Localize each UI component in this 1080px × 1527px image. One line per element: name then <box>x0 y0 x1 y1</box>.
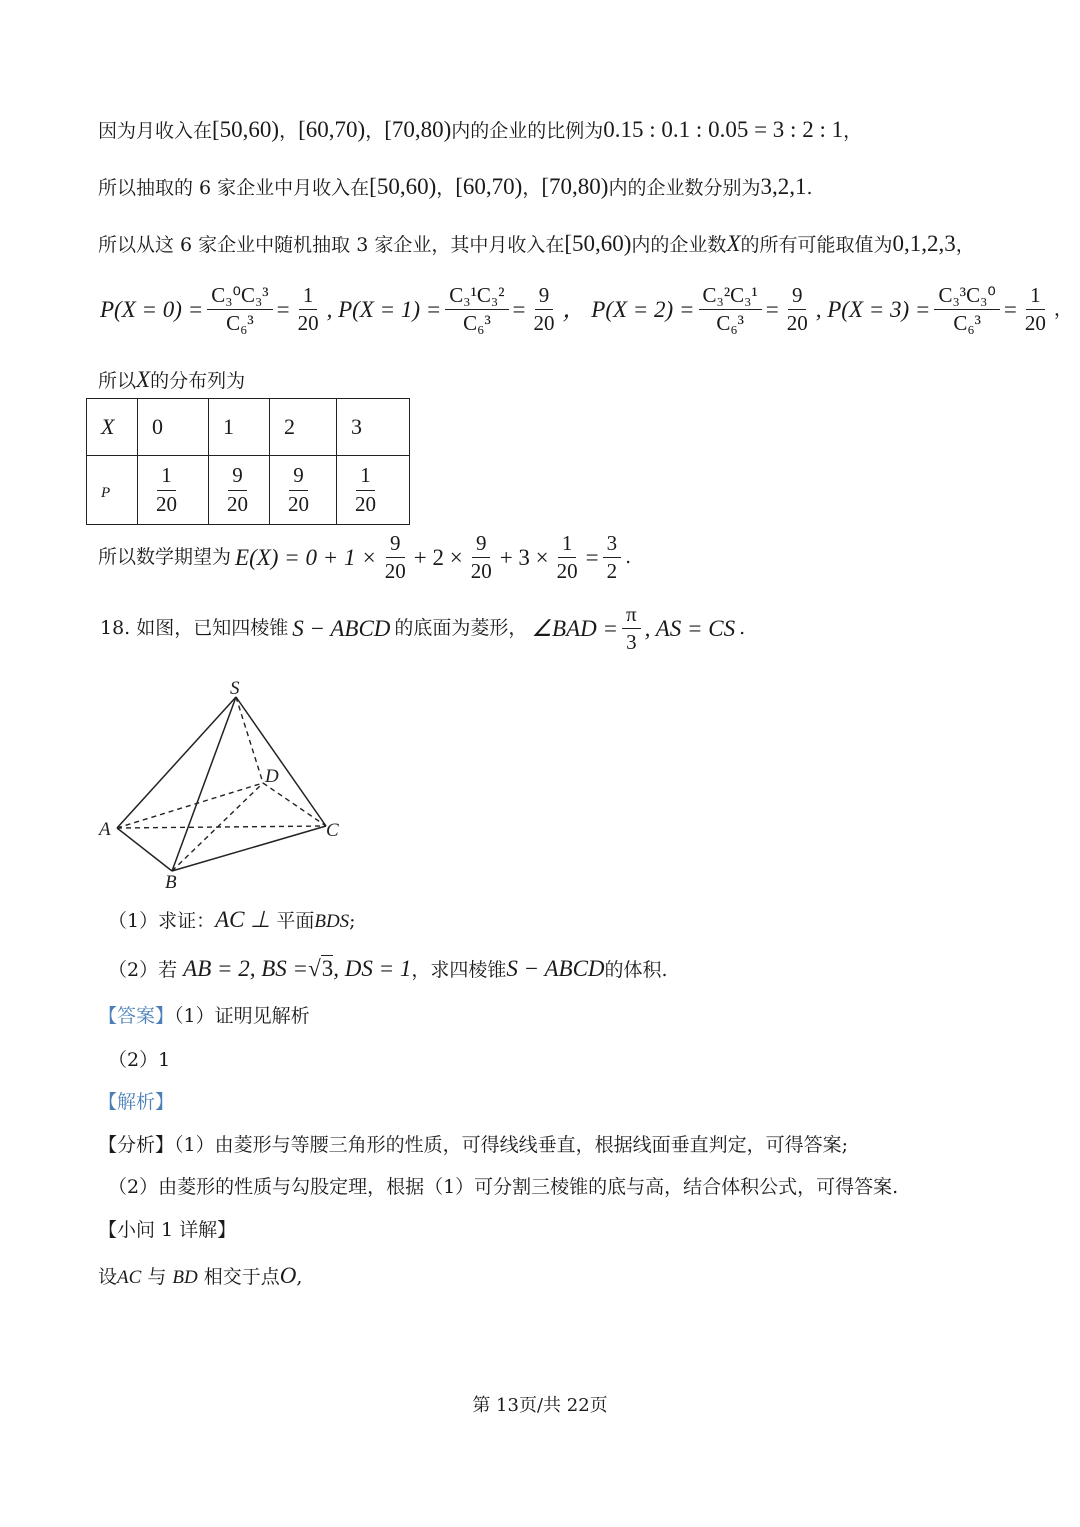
text: 相交于点 <box>203 1266 280 1288</box>
formula: , P(X = 1) = <box>326 296 442 322</box>
interval: [70,80) <box>541 174 609 199</box>
formula: + 3 × <box>499 544 549 570</box>
text: ， <box>279 120 299 142</box>
question-18 <box>100 603 745 654</box>
text: 的所有可能取值为 <box>740 234 893 256</box>
text: 内的企业的比例为 <box>451 120 604 142</box>
interval: [50,60) <box>212 117 280 142</box>
edge-bc <box>172 826 326 871</box>
formula: , AS = CS <box>644 615 736 641</box>
edge-ac <box>117 826 326 828</box>
formula: = <box>585 544 599 570</box>
table-cell: 3 <box>337 399 410 456</box>
fraction: $\frac{\text{C₃²C₃¹}}{\text{C₆³}}$ <box>699 284 762 335</box>
analysis-tag <box>98 1091 174 1114</box>
formula: , P(X = 3) = <box>815 296 931 322</box>
text-line-2 <box>98 173 813 201</box>
counts: 3,2,1 <box>760 174 807 199</box>
edge-dc <box>263 783 326 826</box>
text: ， <box>436 177 456 199</box>
formula: S − ABCD <box>292 615 391 641</box>
text: （2）由菱形的性质与勾股定理，根据（1）可分割三棱锥的底与高，结合体积公式，可得答案. <box>108 1176 899 1198</box>
fraction: $\frac{\text{C₃¹C₃²}}{\text{C₆³}}$ <box>445 284 508 335</box>
formula: S − ABCD <box>506 956 605 981</box>
table-cell: $\frac{9}{20}$ <box>270 456 337 525</box>
edge-sb <box>172 697 236 871</box>
text: 设 <box>98 1266 118 1288</box>
fraction: $\frac{\pi}{3}$ <box>622 603 641 654</box>
fraction: $\frac{\text{C₃⁰C₃³}}{\text{C₆³}}$ <box>207 284 272 335</box>
interval: [50,60) <box>564 231 632 256</box>
fraction: $\frac{9}{20}$ <box>786 283 808 336</box>
formula: AB = 2, BS = <box>183 956 309 981</box>
label-a: A <box>99 819 111 840</box>
table-cell: $\frac{1}{20}$ <box>337 456 410 525</box>
text: 与 <box>147 1266 167 1288</box>
text: ， <box>955 234 975 256</box>
text: 内的企业数分别为 <box>608 177 761 199</box>
text: . <box>625 546 632 569</box>
text-line-1 <box>98 116 862 144</box>
edge-sa <box>117 697 236 828</box>
text: 18. 如图，已知四棱锥 <box>100 617 289 640</box>
text: 内的企业数 <box>631 234 727 256</box>
text: （1）证明见解析 <box>174 1005 310 1027</box>
text: 平面 <box>276 910 315 932</box>
formula: AC <box>117 1267 142 1288</box>
text: （1）求证： <box>108 910 216 932</box>
table-header-p: P <box>87 456 138 525</box>
fraction: $\frac{9}{20}$ <box>384 531 406 584</box>
edge-sc <box>236 697 326 826</box>
pyramid-figure <box>90 675 360 895</box>
fraction: $\frac{9}{20}$ <box>533 283 555 336</box>
interval: [60,70) <box>455 174 523 199</box>
label-c: C <box>326 820 339 841</box>
text: 所以从这 6 家企业中随机抽取 3 家企业，其中月收入在 <box>98 234 565 256</box>
detail-tag <box>98 1219 236 1242</box>
formula: P(X = 0) = <box>100 296 204 322</box>
text: . <box>739 617 746 640</box>
part-1 <box>108 906 356 934</box>
formula: ， P(X = 2) = <box>562 296 695 322</box>
variable: X <box>726 231 741 256</box>
text: ， <box>1053 298 1073 321</box>
ratio: 0.15 : 0.1 : 0.05 = 3 : 2 : 1 <box>603 117 844 142</box>
formula: AC ⊥ <box>215 907 271 932</box>
table-cell: 2 <box>270 399 337 456</box>
values: 0,1,2,3 <box>892 231 956 256</box>
table-cell: $\frac{1}{20}$ <box>138 456 209 525</box>
distribution-table <box>86 398 410 525</box>
text: 所以抽取的 6 家企业中月收入在 <box>98 177 370 199</box>
fenxi-tag: 【分析】 <box>98 1134 175 1156</box>
interval: [70,80) <box>384 117 452 142</box>
part-2 <box>108 955 668 983</box>
text: （2）1 <box>108 1049 171 1071</box>
formula: , DS = 1 <box>333 956 412 981</box>
formula: BDS <box>314 911 350 932</box>
text: 的体积. <box>604 959 668 981</box>
probability-line: P(X = 0) = $\frac{\text{C₃⁰C₃³}}{\text{C₆³}}$ = $\frac{1}{20}$ , P(X = 1) = $\frac{\text{C₃¹C₃²}}{\text{C₆³}}$ = $\frac{9}{20}$ ， P(X = 2) = $\frac{\text{C₃²C₃¹}}{\text{C₆³}}$ = $\frac{9}{20}$ , P(X = 3) = $\frac{\text{C₃³C₃⁰}}{\text{C₆³}}$ = $\frac{1}{20}$ ， <box>100 283 1073 336</box>
text: ， <box>365 120 385 142</box>
text: ; <box>349 910 356 932</box>
label-d: D <box>265 766 279 787</box>
fenxi-line-1 <box>98 1134 848 1157</box>
text: （1）由菱形与等腰三角形的性质，可得线线垂直，根据线面垂直判定，可得答案; <box>174 1134 849 1156</box>
table-header-x: X <box>87 399 138 456</box>
table-cell: 0 <box>138 399 209 456</box>
text: 的分布列为 <box>150 370 246 392</box>
table-cell: $\frac{9}{20}$ <box>209 456 270 525</box>
detail-line-1 <box>98 1262 302 1290</box>
formula: BD <box>172 1267 198 1288</box>
expectation-line <box>98 532 631 583</box>
fraction: $\frac{\text{C₃³C₃⁰}}{\text{C₆³}}$ <box>934 284 999 335</box>
text: 【小问 1 详解】 <box>98 1219 237 1241</box>
fraction: $\frac{9}{20}$ <box>470 531 492 584</box>
fraction: $\frac{1}{20}$ <box>297 283 319 336</box>
table-cell: 1 <box>209 399 270 456</box>
sqrt: √3 <box>308 956 334 981</box>
formula: + 2 × <box>413 544 463 570</box>
formula: ∠BAD = <box>531 615 619 641</box>
variable: X <box>136 367 151 392</box>
text: ， <box>843 120 863 142</box>
table-row <box>87 399 410 456</box>
fraction: $\frac{1}{20}$ <box>556 531 578 584</box>
page-footer: 第 13页/共 22页 <box>472 1395 608 1416</box>
label-b: B <box>165 872 177 893</box>
answer-tag: 【答案】 <box>98 1005 175 1027</box>
dist-intro <box>98 366 245 394</box>
text: 所以数学期望为 <box>98 546 232 569</box>
answer-line-2 <box>108 1049 170 1072</box>
formula: E(X) = 0 + 1 × <box>235 544 377 570</box>
text: ，求四棱锥 <box>411 959 507 981</box>
text: ， <box>522 177 542 199</box>
edge-sd <box>236 697 263 783</box>
text: （2）若 <box>108 959 178 981</box>
edge-ab <box>117 828 172 871</box>
fraction: $\frac{1}{20}$ <box>1024 283 1046 336</box>
text: , <box>296 1266 303 1288</box>
answer-line <box>98 1005 310 1028</box>
text: . <box>806 177 813 199</box>
text-line-3 <box>98 230 975 258</box>
interval: [50,60) <box>369 174 437 199</box>
table-row <box>87 456 410 525</box>
text: 所以 <box>98 370 137 392</box>
analysis-tag-text: 【解析】 <box>98 1091 175 1113</box>
text: 的底面为菱形， <box>394 617 528 640</box>
fraction: $\frac{3}{2}$ <box>603 532 622 583</box>
text: 因为月收入在 <box>98 120 213 142</box>
formula: O <box>279 1263 297 1288</box>
label-s: S <box>230 678 240 699</box>
interval: [60,70) <box>298 117 366 142</box>
fenxi-line-2 <box>108 1176 898 1199</box>
